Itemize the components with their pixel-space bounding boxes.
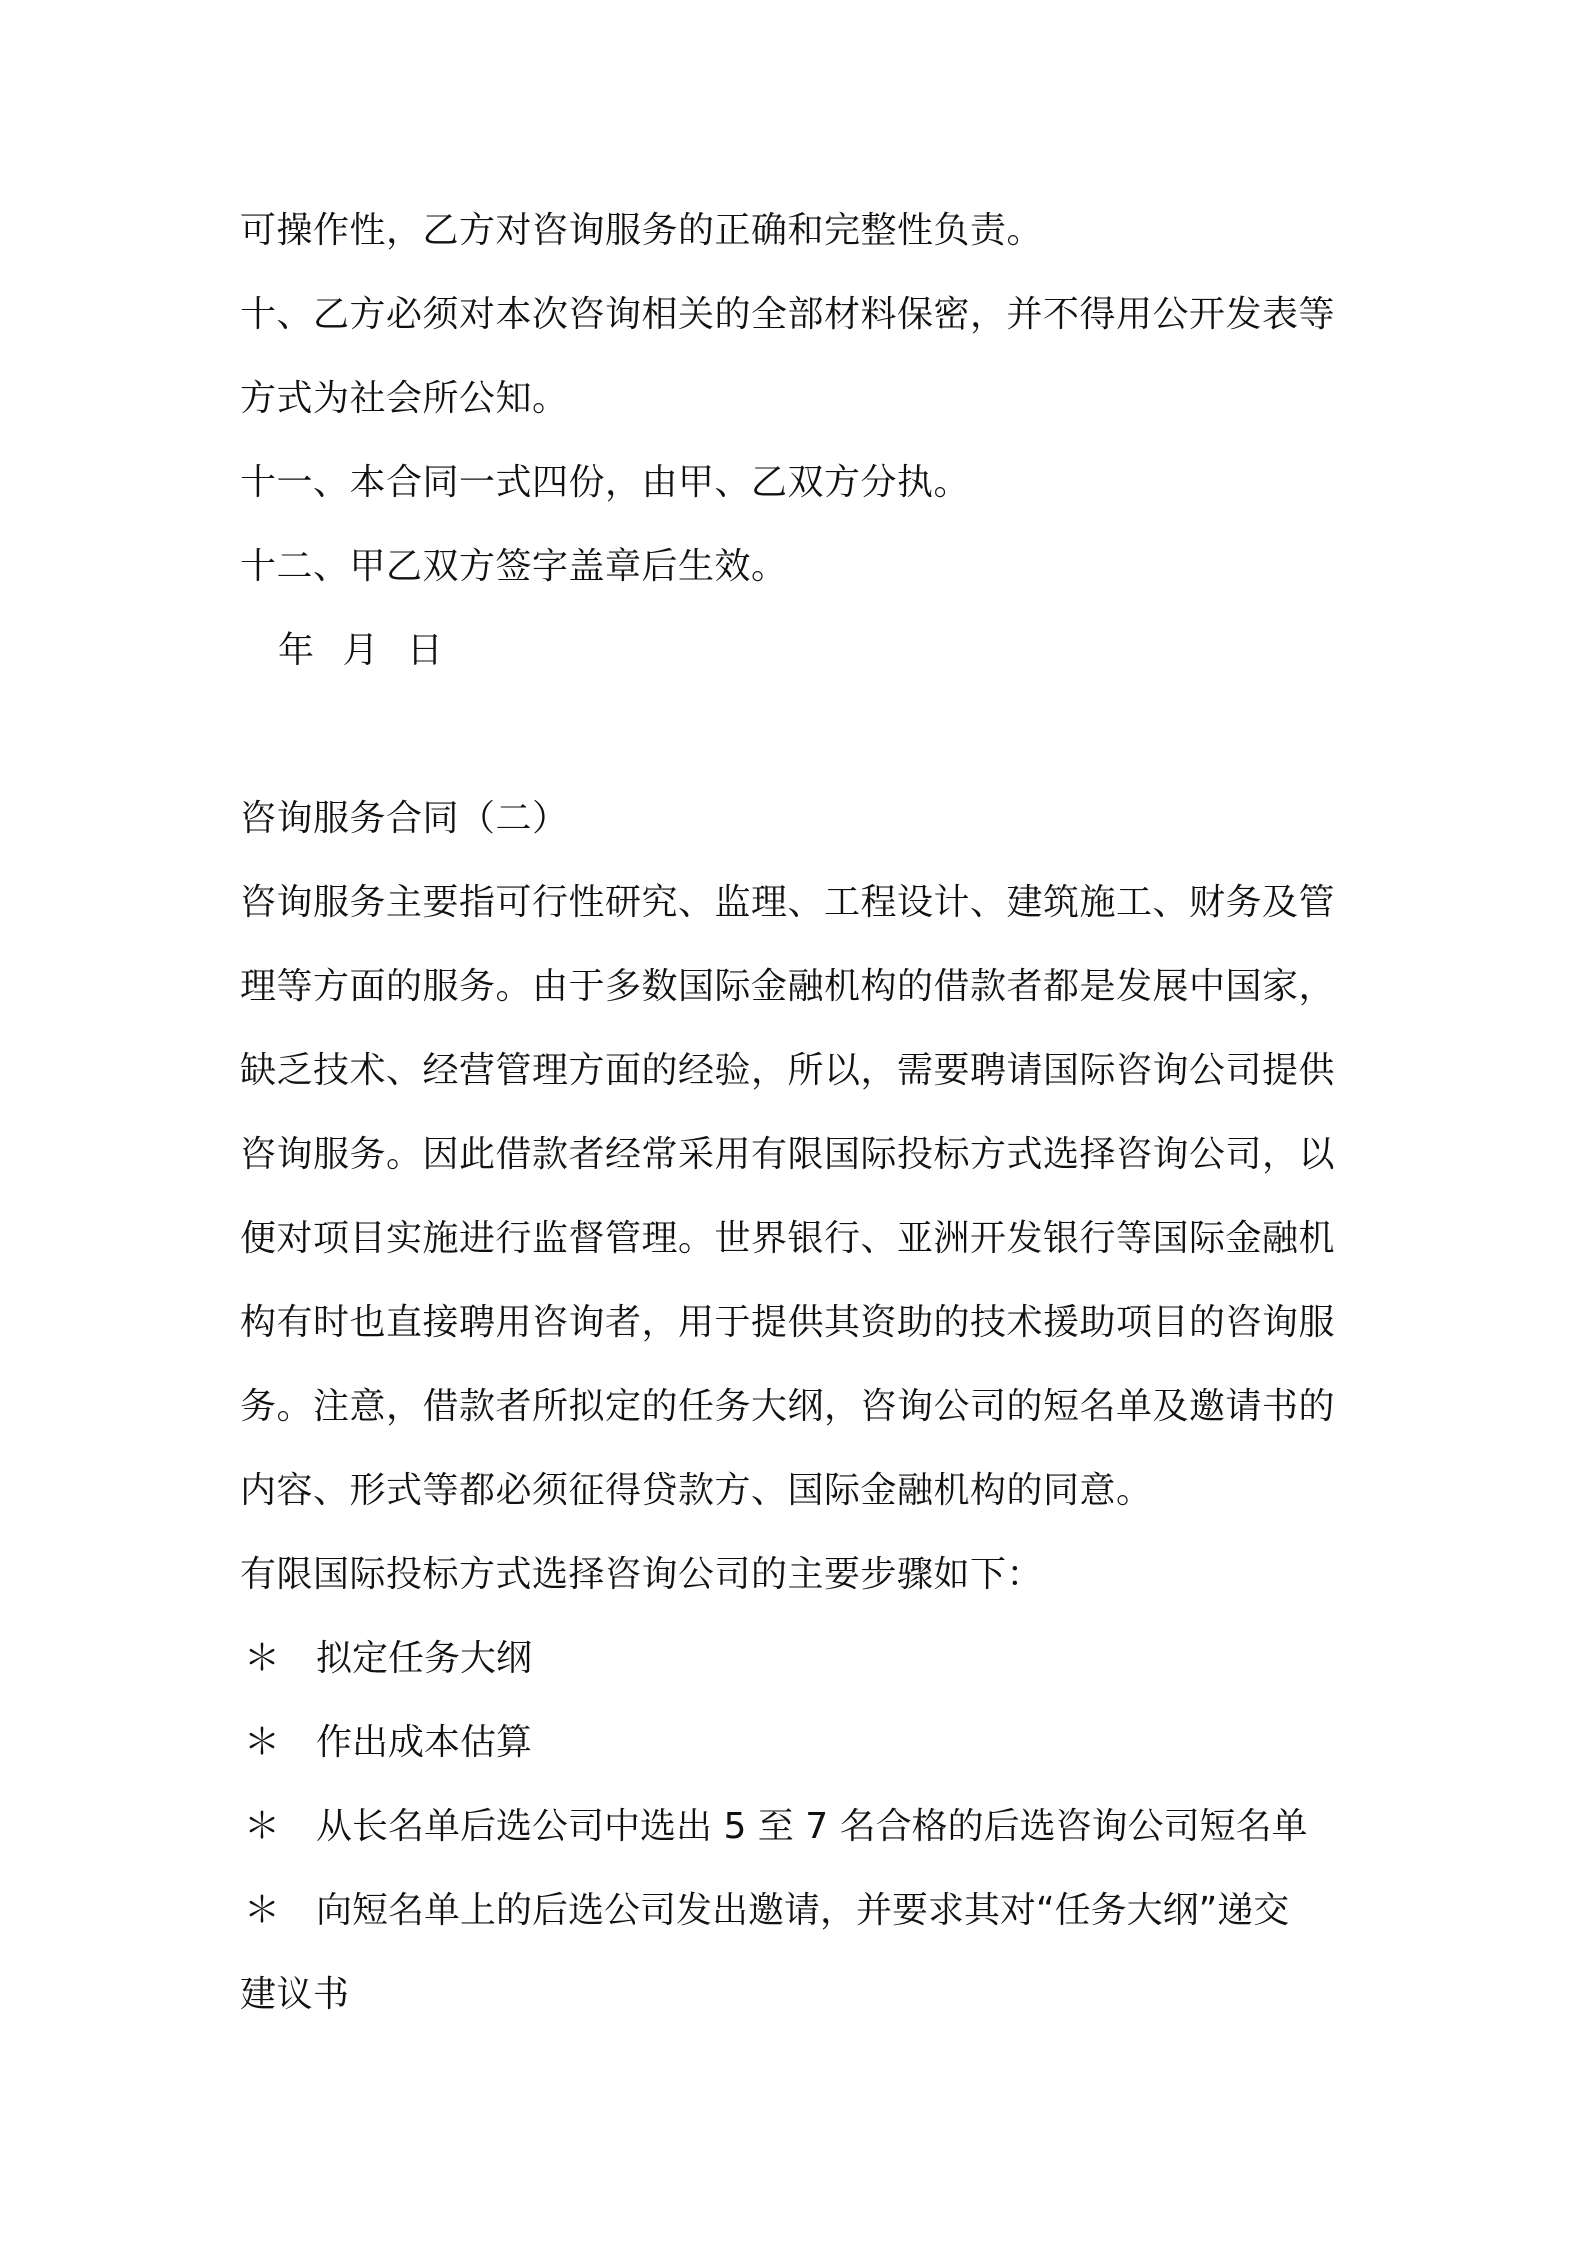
paragraph-line: 构有时也直接聘用咨询者，用于提供其资助的技术援助项目的咨询服 (240, 1302, 1336, 1343)
contract-clause-line: 可操作性，乙方对咨询服务的正确和完整性负责。 (240, 210, 1044, 251)
step-text: 作出成本估算 (316, 1722, 533, 1763)
asterisk-bullet-icon: ＊ (244, 1638, 281, 1679)
steps-intro: 有限国际投标方式选择咨询公司的主要步骤如下： (240, 1554, 1044, 1595)
contract-clause-ten: 十、乙方必须对本次咨询相关的全部材料保密，并不得用公开发表等 (240, 294, 1336, 335)
step-item (240, 1719, 1360, 1767)
contract-clause-eleven: 十一、本合同一式四份，由甲、乙双方分执。 (240, 462, 971, 503)
paragraph-line: 理等方面的服务。由于多数国际金融机构的借款者都是发展中国家， (240, 966, 1336, 1007)
section-title: 咨询服务合同（二） (240, 798, 569, 839)
paragraph-line: 内容、形式等都必须征得贷款方、国际金融机构的同意。 (240, 1470, 1153, 1511)
step-text: 从长名单后选公司中选出 5 至 7 名合格的后选咨询公司短名单 (316, 1806, 1308, 1847)
paragraph-line: 务。注意，借款者所拟定的任务大纲，咨询公司的短名单及邀请书的 (240, 1386, 1336, 1427)
step-continuation: 建议书 (240, 1974, 350, 2015)
asterisk-bullet-icon: ＊ (244, 1722, 281, 1763)
step-item (240, 1887, 1360, 1935)
step-text: 向短名单上的后选公司发出邀请，并要求其对“任务大纲”递交 (316, 1890, 1290, 1931)
step-item (240, 1635, 1360, 1683)
paragraph-line: 便对项目实施进行监督管理。世界银行、亚洲开发银行等国际金融机 (240, 1218, 1336, 1259)
paragraph-line: 咨询服务主要指可行性研究、监理、工程设计、建筑施工、财务及管 (240, 882, 1336, 923)
step-text: 拟定任务大纲 (316, 1638, 533, 1679)
asterisk-bullet-icon: ＊ (244, 1806, 281, 1847)
contract-clause-line: 方式为社会所公知。 (240, 378, 569, 419)
signature-date: 年 月 日 (278, 630, 444, 671)
paragraph-line: 缺乏技术、经营管理方面的经验，所以，需要聘请国际咨询公司提供 (240, 1050, 1336, 1091)
asterisk-bullet-icon: ＊ (244, 1890, 281, 1931)
paragraph-line: 咨询服务。因此借款者经常采用有限国际投标方式选择咨询公司，以 (240, 1134, 1336, 1175)
contract-clause-twelve: 十二、甲乙双方签字盖章后生效。 (240, 546, 788, 587)
step-item (240, 1803, 1360, 1851)
